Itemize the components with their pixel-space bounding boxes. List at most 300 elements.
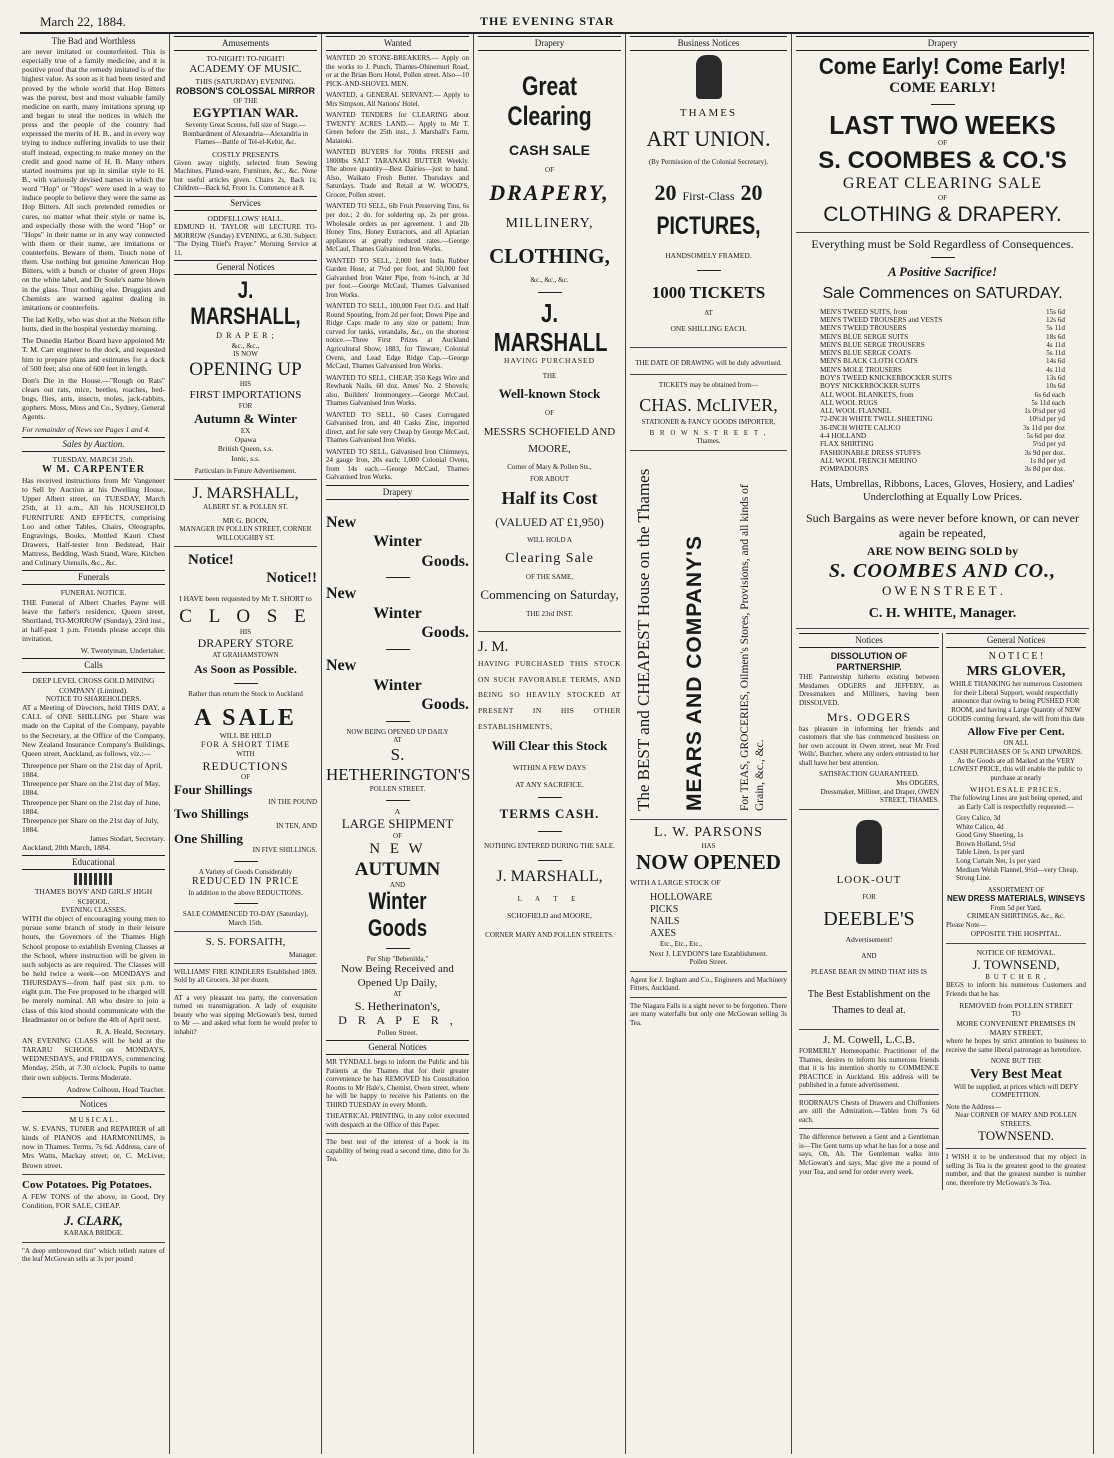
pollen-street: POLLEN STREET. [369, 785, 426, 794]
of-label: OF [393, 831, 402, 840]
price-row [820, 440, 1065, 448]
new-label: New [326, 513, 357, 531]
school-body: WITH the object of encouraging young men to pursue some branch of study in their leisure hours, the Governors of the Thames High School propose to establish Evening Classes at the School, where instruction will be given in such subjects as are required. The Classes will be held twice a week—on MONDAYS and THURSDAYS—from half past six p.m. to eight p.m. The Fee proposed to be charged will be merely nominal. All who desire to join a class of this kind should communicate with the Headmaster on or before the 4th of April next. [22, 914, 165, 1024]
school-crest-icon [74, 873, 114, 885]
none-but: NONE BUT THE [990, 1057, 1042, 1066]
price-item: MEN'S BLUE SERGE SUITS [820, 332, 909, 341]
last-two-weeks-text: LAST TWO WEEKS [829, 109, 1056, 140]
has-label: HAS [701, 841, 716, 850]
of-label: OF [545, 408, 554, 417]
valued: (VALUED AT £1,950) [495, 515, 604, 530]
wholesale-prices: WHOLESALE PRICES. [970, 785, 1062, 795]
bargains: Such Bargains as were never before known, or can never again be repeated, [805, 510, 1079, 540]
price-value: 3s 9d per doz. [1024, 448, 1065, 457]
goods-line: Table Linen, 1s per yard [956, 848, 1025, 857]
deeble-name: DEEBLE'S [823, 907, 915, 930]
as-soon: As Soon as Possible. [194, 662, 297, 677]
divider [799, 1029, 939, 1030]
price-row [820, 457, 1065, 465]
new-premises: MORE CONVENIENT PREMISES IN MARY STREET, [956, 1018, 1076, 1037]
footer-note: "A deep embrowned tint" which telleth nature of the leaf McGowan sells at 3s per pound [22, 1246, 165, 1264]
price-value: 5s 11d [1046, 324, 1065, 333]
section-amusements: Amusements [174, 36, 317, 51]
pictures-text: PICTURES, [656, 212, 761, 241]
footer-note: The best test of the interest of a book is its capability of being read a second time, ditto for 3s Tea. [326, 1138, 469, 1164]
his-label: HIS [239, 380, 252, 389]
butcher-label: B U T C H E R , [985, 972, 1047, 981]
price-row [820, 316, 1065, 324]
price-item: ALL WOOL FRENCH MERINO [820, 456, 917, 465]
corner-address: Near CORNER OF MARY AND POLLEN STREETS. [955, 1111, 1077, 1128]
any-sacrifice: AT ANY SACRIFICE. [515, 779, 584, 789]
pictures-title [630, 213, 787, 241]
tickets-obtained: TICKETS may be obtained from— [658, 380, 759, 389]
next-leydon: Next J. LEYDON'S late Establishment. [649, 948, 768, 958]
thames-label-2: Thames. [696, 437, 721, 446]
calls-title: DEEP LEVEL CROSS GOLD MINING COMPANY (Limited). [32, 676, 155, 695]
new-label: New [326, 657, 357, 674]
pollen-street-2: Pollen Street. [377, 1028, 418, 1038]
thames-label: THAMES [679, 106, 738, 119]
half-cost: Half its Cost [501, 487, 598, 508]
last-two-weeks [796, 111, 1089, 140]
sale-commences: Sale Commences on SATURDAY. [822, 285, 1063, 303]
divider [946, 943, 1086, 944]
price-value: 3s 11d per doz [1023, 423, 1065, 432]
column-2 [170, 34, 322, 1454]
section-general-notices: General Notices [326, 1040, 469, 1055]
dash [386, 948, 410, 949]
potatoes-title: Cow Potatoes. Pig Potatoes. [22, 1178, 152, 1191]
goods-line: Medium Welsh Flannel, 9½d—very Cheap, Strong Line. [956, 865, 1078, 883]
boon-sub: MANAGER IN POLLEN STREET, CORNER WILLOUGHBY ST. [179, 525, 312, 542]
parsons-name: L. W. PARSONS [654, 824, 763, 840]
price-value: 13s 6d [1046, 373, 1065, 382]
issue-date: March 22, 1884. [40, 14, 126, 29]
dissolution-body: THE Partnership hitherto existing between Mesdames ODGERS and JEFFERY, as Dressmakers and Milliners, having been DISSOLVED, [799, 673, 939, 707]
one-shilling: One Shilling [174, 830, 243, 846]
price-row [820, 374, 1065, 382]
best-establishment: The Best Establishment on the Thames to deal at. [807, 988, 931, 1016]
very-best-meat: Very Best Meat [969, 1066, 1062, 1082]
glover-body: WHILE THANKING her numerous Customers for their Liberal Support, would respectfully announce that owing to being PUSHED FOR ROOM, and having a Large Quantity of NEW GOODS coming forward, she will from this date [947, 680, 1085, 723]
price-row [820, 308, 1065, 316]
section-auction: Sales by Auction. [22, 437, 165, 452]
goods-line: Good Grey Sheeting, 1s [956, 831, 1024, 840]
dissolution-title: DISSOLUTION OF PARTNERSHIP. [830, 651, 908, 673]
having-purchased: HAVING PURCHASED [503, 356, 596, 366]
price-value: 14s 6d [1046, 357, 1065, 366]
winter-label: Winter [373, 533, 422, 551]
in-pound: IN THE POUND [268, 797, 317, 806]
twenty-number: 20 [654, 180, 677, 206]
section-general-notices: General Notices [174, 260, 317, 275]
clark-place: KARAKA BRIDGE. [63, 1229, 124, 1238]
costly-presents: COSTLY PRESENTS [212, 149, 279, 159]
price-value: 15s 6d [1046, 307, 1065, 316]
allow-five: Allow Five per Cent. [967, 726, 1065, 739]
musical-body: W. S. EVANS, TUNER and REPAIRER of all kinds of PIANOS and HARMONIUMS, is now in Thames. Terms, 7s 6d. Address, care of Mrs Watts, Mackay street; or, C. McLiver, Brown street. [22, 1123, 165, 1170]
price-item: MEN'S BLUE SERGE COATS [820, 349, 911, 358]
section-services: Services [174, 196, 317, 211]
section-business-notices: Business Notices [630, 36, 787, 51]
now-being: Now Being Received and Opened Up Daily, [341, 963, 454, 989]
rodrnau-notice: RODRNAU'S Chests of Drawers and Chiffoniers are still the Admiration.—Tables from 7s 6d each. [799, 1098, 939, 1124]
price-row [820, 424, 1065, 432]
goods-line: Brown Holland, 5½d [956, 839, 1016, 848]
goods-line: Long Curtain Net, 1s per yard [956, 856, 1040, 865]
first-importations: FIRST IMPORTATIONS [189, 388, 302, 401]
section-calls: Calls [22, 658, 165, 673]
clothing-drapery: CLOTHING & DRAPERY. [823, 203, 1062, 227]
jm-body: HAVING PURCHASED THIS STOCK ON SUCH FAVORABLE TERMS, AND BEING SO HEAVILY STOCKED AT PRESENT IN HIS OTHER ESTABLISHMENTS, [478, 658, 621, 731]
reductions: REDUCTIONS [202, 758, 289, 773]
dash [234, 903, 258, 904]
notice-2: Notice!! [266, 570, 317, 587]
price-value: 6s 6d each [1034, 390, 1065, 399]
oddfellows-hall: ODDFELLOWS' HALL. [207, 213, 284, 223]
following-lines: The following Lines are just being opened, and an Early Call is respectfully requested:— [949, 794, 1083, 811]
notices-subcolumn [796, 633, 943, 1190]
dash [234, 861, 258, 862]
price-item: MEN'S TWEED SUITS, from [820, 307, 908, 316]
divider [799, 1094, 939, 1095]
will-hold: WILL HOLD A [527, 535, 572, 544]
twenty-number: 20 [740, 180, 763, 206]
auctioneer-name: W M. CARPENTER [42, 463, 145, 475]
price-item: BOY'S TWEED KNICKERBOCKER SUITS [820, 373, 952, 382]
opposite-hospital: OPPOSITE THE HOSPITAL. [970, 929, 1062, 939]
requested: I HAVE been requested by Mr T. SHORT to [179, 593, 312, 603]
price-value: 10s 6d [1046, 382, 1065, 391]
egyptian-war: EGYPTIAN WAR. [192, 105, 299, 121]
great-clearing: GREAT CLEARING SALE [842, 175, 1043, 193]
column-6-split [796, 633, 1089, 1190]
etc-label: &c., &c., [231, 340, 260, 350]
funeral-body: THE Funeral of Albert Charles Payne will leave the father's residence, Queen street, Shortland, TO-MORROW (Sunday), 23rd inst., at half-past 1 p.m. Friends please accept this invitation. [22, 597, 165, 644]
price-item: ALL WOOL BLANKETS, from [820, 390, 914, 399]
dash [538, 860, 562, 861]
hats-etc: Hats, Umbrellas, Ribbons, Laces, Gloves, Hosiery, and Ladies' Underclothing at Equally Low Prices. [810, 479, 1075, 504]
boon-name: MR G. BOON, [222, 515, 269, 525]
in-ten: IN TEN, AND [276, 822, 317, 830]
corner-mary: CORNER MARY AND POLLEN STREETS. [485, 931, 614, 940]
this-evening: THIS (SATURDAY) EVENING. [195, 76, 296, 86]
of-same: OF THE SAME, [525, 572, 574, 581]
twenty-pictures [630, 180, 787, 207]
terms-cash: TERMS CASH. [499, 805, 600, 821]
great-clearing [478, 72, 621, 131]
goods-line: Grey Calico, 3d [956, 814, 1001, 823]
price-value: 18s 6d [1046, 332, 1065, 341]
first-class: First-Class [682, 189, 735, 204]
price-rows [820, 308, 1065, 474]
assortment: ASSORTMENT OF [987, 885, 1045, 894]
art-union: ART UNION. [646, 126, 771, 152]
clothing: CLOTHING, [489, 243, 610, 268]
dress-materials: NEW DRESS MATERIALS, WINSEYS [946, 894, 1086, 904]
at-label: AT [704, 309, 713, 318]
calls-item: Threepence per Share on the 21st day of July, 1884. [22, 815, 159, 834]
section-drapery: Drapery [326, 485, 469, 500]
well-known-stock: Well-known Stock [498, 386, 601, 402]
column-6 [792, 34, 1094, 1454]
pollen-street: Pollen Street. [689, 958, 728, 967]
general-notices-subcolumn [943, 633, 1089, 1190]
printing-notice: THEATRICAL PRINTING, in any color executed with despatch at the Office of this Paper. [326, 1112, 469, 1129]
owen-street: O W E N S T R E E T . [882, 583, 1003, 599]
pointing-hand-icon [696, 55, 722, 99]
divider [630, 819, 787, 820]
agent-notice: Agent for J. Ingham and Co., Engineers and Machinery Fitters, Auckland. [630, 975, 787, 993]
calls-item: Threepence per Share on the 21st day of April, 1884. [22, 761, 163, 780]
come-early-title [796, 54, 1089, 79]
for-about: FOR ABOUT [529, 475, 570, 484]
etc-label: Etc., Etc., Etc., [660, 940, 702, 949]
satisfaction: SATISFACTION GUARANTEED. [819, 770, 919, 779]
winter-goods-text: Winter Goods [367, 888, 428, 942]
rather-label: Rather than return the Stock to Auckland [188, 690, 303, 698]
close-label: C L O S E [179, 605, 312, 627]
winter-label: Winter [373, 604, 422, 622]
calls-item: Threepence per Share on the 21st day of May, 1884. [22, 779, 161, 798]
for-label: FOR [862, 893, 876, 901]
is-now: IS NOW [233, 350, 258, 358]
price-value: 5s 6d per doz [1026, 431, 1065, 440]
reduced-price: REDUCED IN PRICE [191, 876, 300, 888]
ship-name: Ionic, s.s. [231, 453, 260, 463]
great-clearing-text: Great Clearing [507, 70, 592, 131]
four-shillings: Four Shillings [174, 781, 253, 797]
price-item: MEN'S BLUE SERGE TROUSERS [820, 340, 925, 349]
odgers-name: Mrs. ODGERS [826, 710, 912, 725]
robson-mirror: ROBSON'S COLOSSAL MIRROR [176, 85, 315, 96]
price-row [820, 465, 1065, 473]
price-item: 36-INCH WHITE CALICO [820, 423, 901, 432]
dash [697, 270, 721, 271]
positive-sacrifice: A Positive Sacrifice! [887, 264, 998, 280]
schofield-moore: SCHOFIELD and MOORE, [507, 911, 592, 921]
calls-sign: James Stodart, Secretary. [89, 834, 165, 844]
odgers-body: has pleasure in informing her friends and customers that she has commenced business on her own account in Owen street, near Mr Fred Wells', Butcher, where any orders entrusted to her shall have her best attention. [799, 724, 939, 767]
at-label: AT [393, 736, 402, 745]
grahamstown: AT GRAHAMSTOWN [212, 650, 279, 659]
price-item: MEN'S BLACK CLOTH COATS [820, 357, 918, 366]
mears-line-3: For TEAS, GROCERIES, Oilmen's Stores, Provisions, and all kinds of Grain, &c., &c. [739, 483, 766, 811]
clark-name: J. CLARK, [64, 1213, 123, 1229]
divider [174, 546, 317, 547]
price-table [820, 308, 1065, 474]
wanted-ad: WANTED TO SELL, 60 Cases Corrugated Galvanised Iron, and 40 Casks Zinc, imported direct, and for sale very Cheap by George McCaul, Thames Galvanised Iron Works. [326, 410, 469, 445]
autumn-label: AUTUMN [354, 858, 441, 880]
tararu-body: AN EVENING CLASS will be held at the TARARU SCHOOL on MONDAYS, WEDNESDAYS, and FRIDAYS, commencing Monday, 25th, at 7.30 o'clock. Pupils to name their own subjects. Terms Moderate. [22, 1036, 165, 1082]
nothing-entered: NOTHING ENTERED DURING THE SALE. [484, 841, 615, 850]
price-value: 10½d per yd [1028, 415, 1065, 424]
spacer [326, 503, 469, 513]
marshall-name: J. MARSHALL, [190, 277, 301, 331]
price-row [820, 357, 1065, 365]
section-wanted: Wanted [326, 36, 469, 51]
within-days: WITHIN A FEW DAYS [512, 762, 587, 772]
potatoes-body: A FEW TONS of the above, in Good, Dry Condition, FOR SALE, CHEAP. [22, 1192, 165, 1211]
williams-kindlers: WILLIAMS' FIRE KINDLERS Established 1869. Sold by all Grocers. 3d per dozen. [174, 967, 317, 985]
section-drapery: Drapery [478, 36, 621, 51]
pointing-hand-icon [856, 820, 882, 864]
new-label: New [326, 585, 357, 603]
academy-title: ACADEMY OF MUSIC. [189, 63, 302, 76]
draper-label: D R A P E R ; [216, 330, 275, 340]
jm-label: J. M. [478, 638, 509, 655]
marshall-name-2: J. MARSHALL, [192, 485, 299, 503]
divider [326, 1133, 469, 1134]
section-funerals: Funerals [22, 570, 165, 585]
come-early-text: Come Early! Come Early! [818, 52, 1067, 79]
wish-note: I WISH it to be understood that my object in selling 3s Tea is the greatest good to the greatest number, and that the greatest number is number one, therefore try McGowan's 3s Tea. [946, 1153, 1086, 1187]
divider [22, 1174, 165, 1175]
price-item: ALL WOOL FLANNEL [820, 407, 892, 416]
news-rats: Don's Die in the House.—"Rough on Rats" clears out rats, mice, beetles, roaches, bed-bugs, flies, ants, insects, moles, jack-rabbits, gophers. Moss, Moss and Co., Sydney, General Agents. [22, 375, 165, 422]
school-title: THAMES BOYS' AND GIRLS' HIGH SCHOOL. [34, 887, 153, 906]
divider [946, 1148, 1086, 1149]
price-value: 4s 11d [1046, 365, 1065, 374]
permission: (By Permission of the Colonial Secretary). [648, 157, 769, 166]
divider [630, 450, 787, 451]
particulars: Particulars in Future Advertisement. [194, 466, 297, 475]
price-row [820, 399, 1065, 407]
price-value: 5s 11d [1046, 349, 1065, 358]
cowell-name: J. M. Cowell, L.C.B. [823, 1033, 915, 1046]
one-shilling: ONE SHILLING EACH. [670, 323, 747, 333]
glover-name: MRS GLOVER, [966, 664, 1066, 680]
stock-item: NAILS [650, 915, 680, 927]
divider [174, 963, 317, 964]
price-value: 1s 8d per yd [1029, 456, 1065, 465]
coombes-name: S. COOMBES AND CO., [828, 559, 1057, 582]
his-label-2: HIS [239, 627, 252, 636]
with-stock: WITH A LARGE STOCK OF [630, 878, 721, 888]
price-value: 3s 8d per doz. [1024, 465, 1065, 474]
winter-goods [326, 889, 469, 942]
please-note: Please Note— [946, 920, 987, 929]
oddfellows-body: EDMUND H. TAYLOR will LECTURE TO-MORROW (Sunday) EVENING, at 6.30. Subject: "The Dying Thief's Prayer." Morning Service at 11. [174, 222, 317, 257]
price-row [820, 391, 1065, 399]
removed-from: REMOVED from POLLEN STREET [959, 1001, 1073, 1011]
odgers-sign: Mrs ODGERS, [896, 779, 939, 787]
spacer [478, 234, 621, 244]
cowell-body: FORMERLY Homœopathic Practitioner of the Thames, desires to inform his numerous friends that it is his intention shortly to COMMENCE PRACTICE in Auckland. His address will be published in a future advertisement. [799, 1047, 939, 1090]
price-item: BOYS' NICKERBOCKER SUITS [820, 382, 920, 391]
note-address: Note the Address— [946, 1102, 1002, 1111]
tonight: TO-NIGHT! TO-NIGHT! [206, 53, 285, 63]
goods-label: Goods. [421, 696, 469, 714]
albert-street: ALBERT ST. & POLLEN ST. [203, 503, 288, 512]
ship-name: Opawa [234, 435, 257, 445]
mears-line-2: MEARS AND COMPANY'S [683, 534, 706, 811]
stock-item: PICKS [650, 903, 679, 915]
tararu-sign: Andrew Colhoun, Head Teacher. [66, 1084, 165, 1094]
stock-item: AXES [650, 928, 677, 940]
ship-name: British Queen, s.s. [217, 444, 274, 454]
wanted-ad: WANTED BUYERS for 700lbs FRESH and 1800lbs SALT TARANAKI BUTTER Weekly. The above quantity—Best Dairies—just to hand. Also, Waikato Fresh Butter. Thursdays and Saturdays. Trade and Retail at W. WOOD'S, Grocer, Pollen street. [326, 148, 469, 199]
column-4 [474, 34, 626, 1454]
marshall-name: J. MARSHALL [493, 298, 608, 357]
price-row [820, 333, 1065, 341]
stock-item: HOLLOWARE [650, 891, 713, 903]
section-general-notices: General Notices [946, 633, 1086, 648]
price-row [820, 324, 1065, 332]
dash [538, 831, 562, 832]
price-item: POMPADOURS [820, 465, 869, 474]
goods-line: White Calico, 4d [956, 822, 1004, 831]
drapery-title: DRAPERY, [489, 180, 610, 206]
divider [630, 971, 787, 972]
hop-bitters-heading: The Bad and Worthless [51, 36, 136, 46]
price-item: 72-INCH WHITE TWILL SHEETING [820, 415, 933, 424]
hop-bitters-body: are never imitated or counterfeited. This is especially true of a family medicine, and it is positive proof that the remedy imitated is of the highest value. As soon as it had been tested and proved by the whole world that Hop Bitters was the purest, best and most valuable family medicine on earth, many imitations sprung up and began to steal the notices in which the press and the people of the country had expressed the merits of H. B., and in every way trying to induce suffering invalids to use their stuff instead, expecting to make money on the credit and good name of H. B. Many others started nostrums put up in similar style to H. B., with variously devised names in which the word "Hop" or "Hops" were used in a way to induce people to believe they were the same as Hop Bitters. All such pretended remedies or cures, no matter what their style or name is, and especially those with the word "Hop" or "Hops" in their name or in any way connected with them or their name, are imitations or counterfeits. Beware of them. Touch none of them. Use nothing but genuine American Hop Bitters, with a bunch or cluster of green Hops on the white label, and Dr Soule's name blown in the glass. Trust nothing else. Druggists and Chemists are warned against dealing in imitations or counterfeits. [22, 46, 165, 312]
section-drapery: Drapery [796, 36, 1089, 51]
calls-body: AT a Meeting of Directors, held THIS DAY, a CALL of ONE SHILLING per Share was made on the Capital of the Company, payable to the Secretary, at the Office of the Company, New Zealand Insurance Company's Buildings, Queen street, Auckland, as follows, viz.:— [22, 703, 165, 758]
from-price: From 5d per Yard. [990, 903, 1042, 912]
where-hopes: where he hopes by strict attention to business to receive the same liberal patronage as heretofore. [946, 1037, 1086, 1054]
divider [796, 232, 1089, 233]
dash [931, 104, 955, 105]
price-row [820, 382, 1065, 390]
goods-label: Goods. [421, 552, 469, 570]
drapery-store: DRAPERY STORE [197, 636, 294, 651]
dash [931, 257, 955, 258]
notice-1: Notice! [188, 552, 234, 569]
news-dunedin: The Dunedin Harbor Board have appointed Mr T. M. Carr engineer to the dock, and requested him to prepare plans and estimates for a dock of 500 feet; also one of 600 feet in length. [22, 336, 165, 373]
news-remainder: For remainder of News see Pages 1 and 4. [22, 424, 150, 434]
cash-purchases: CASH PURCHASES OF 5s AND UPWARDS. [949, 747, 1083, 756]
wanted-ad: WANTED, a GENERAL SERVANT.— Apply to Mrs Simpson, All Nations' Hotel. [326, 91, 469, 108]
divider [22, 1242, 165, 1243]
wanted-ad: WANTED TO SELL, Galvanised Iron Chimneys, 24 gauge Iron, 20s each; 1,000 Colonial Ovens, from 14s each.—George McCaul, Thames Galvanised Iron Works. [326, 447, 469, 482]
hetherington-name-2: S. Hetherinaton's, [354, 998, 441, 1013]
autumn-winter: Autumn & Winter [194, 410, 297, 426]
per-ship: Per Ship "Bebenilda," [366, 954, 429, 963]
townsend-name: J. TOWNSEND, [972, 956, 1060, 972]
now-opened: NOW OPENED [636, 850, 781, 875]
winter-label: Winter [373, 676, 422, 694]
advertisement: Advertisement! [845, 934, 893, 944]
dash [538, 797, 562, 798]
price-value: 1s 0½d per yd [1024, 407, 1065, 416]
tyndall-notice: MR TYNDALL begs to inform the Public and his Patients at the Thames that for their greater convenience he has REMOVED his Consultation Rooms to Mr Hale's, Chemist, Owen street, where he will be happy to receive his Patients on the THIRD TUESDAY in every Month. [326, 1058, 469, 1109]
variety: A Variety of Goods Considerably [198, 867, 293, 876]
price-item: FLAX SHIRTING [820, 440, 874, 449]
sale-commenced: SALE COMMENCED TO-DAY (Saturday), March 15th. [182, 910, 309, 927]
dash [538, 292, 562, 293]
mears-advert [630, 455, 787, 815]
short-time: FOR A SHORT TIME [200, 740, 291, 750]
divider [630, 997, 787, 998]
price-item: MEN'S MOLE TROUSERS [820, 365, 902, 374]
forsaith-name: S. S. FORSAITH, [205, 936, 286, 949]
costly-body: Given away nightly, selected from Sewing Machines, Plated-ware, Furniture, &c., &c. None but useful articles given. Chairs 2s, Back 1s; Children—Back 6d, Front 1s. Commence at 8. [174, 158, 317, 193]
price-item: FASHIONABLE DRESS STUFFS [820, 448, 921, 457]
two-shillings: Two Shillings [174, 806, 249, 822]
ex-label: EX [240, 426, 251, 435]
price-row [820, 341, 1065, 349]
new-spaced: N E W [369, 841, 426, 858]
now-opened: NOW BEING OPENED UP DAILY [346, 727, 449, 736]
price-value: 4s 11d [1046, 340, 1065, 349]
notice-label: N O T I C E ! [988, 651, 1044, 663]
column-5 [626, 34, 792, 1454]
auction-date: TUESDAY, MARCH 25th. [52, 454, 135, 464]
price-item: MEN'S TWEED TROUSERS and VESTS [820, 316, 943, 325]
